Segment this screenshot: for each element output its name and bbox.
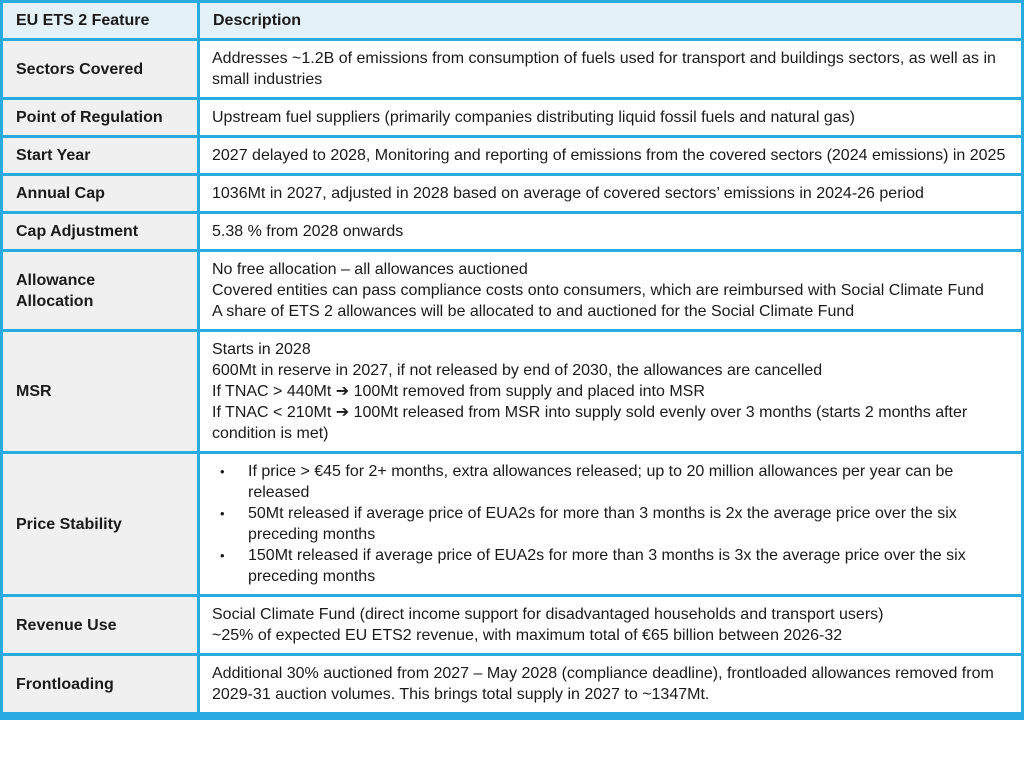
description-line: If TNAC > 440Mt ➔ 100Mt removed from supply and placed into MSR: [212, 383, 705, 400]
description-cell: [199, 655, 1023, 717]
description-cell: [199, 40, 1023, 99]
feature-cell: Allowance Allocation: [2, 251, 199, 331]
header-row: [2, 2, 1023, 40]
description-line: 5.38 % from 2028 onwards: [212, 223, 404, 240]
bullet-text: If price > €45 for 2+ months, extra allowances released; up to 20 million allowances per year can be released: [248, 463, 954, 501]
table-row: [2, 251, 1023, 331]
header-cell-description: Description: [199, 2, 1023, 40]
bullet-text: 150Mt released if average price of EUA2s for more than 3 months is 3x the average price over the six preceding months: [248, 547, 966, 585]
table-row: [2, 137, 1023, 175]
header-cell-feature: EU ETS 2 Feature: [2, 2, 199, 40]
feature-cell: MSR: [2, 331, 199, 453]
feature-cell: Start Year: [2, 137, 199, 175]
description-cell: [199, 251, 1023, 331]
description-line: 1036Mt in 2027, adjusted in 2028 based on average of covered sectors’ emissions in 2024-26 period: [212, 185, 924, 202]
description-line: 600Mt in reserve in 2027, if not released by end of 2030, the allowances are cancelled: [212, 362, 823, 379]
description-line: No free allocation – all allowances auctioned: [212, 261, 528, 278]
description-line: 2027 delayed to 2028, Monitoring and reporting of emissions from the covered sectors (2024 emissions) in 2025: [212, 147, 1006, 164]
feature-cell: Frontloading: [2, 655, 199, 717]
table-row: [2, 99, 1023, 137]
table-row: [2, 213, 1023, 251]
description-cell: [199, 99, 1023, 137]
bullet-line: [212, 545, 1007, 587]
description-line: ~25% of expected EU ETS2 revenue, with maximum total of €65 billion between 2026-32: [212, 627, 843, 644]
description-line: Covered entities can pass compliance costs onto consumers, which are reimbursed with Social Climate Fund: [212, 282, 984, 299]
description-cell: [199, 596, 1023, 655]
description-cell: [199, 331, 1023, 453]
description-line: Addresses ~1.2B of emissions from consumption of fuels used for transport and buildings sectors, as well as in small industries: [212, 50, 996, 88]
bullet-icon: •: [220, 506, 225, 521]
bullet-line: [212, 503, 1007, 545]
table-row: [2, 40, 1023, 99]
feature-cell: Cap Adjustment: [2, 213, 199, 251]
description-cell: [199, 213, 1023, 251]
feature-cell: Annual Cap: [2, 175, 199, 213]
table-row: [2, 175, 1023, 213]
description-line: Additional 30% auctioned from 2027 – May 2028 (compliance deadline), frontloaded allowances removed from 2029-31 auction volumes. This brings total supply in 2027 to ~1347Mt.: [212, 665, 994, 703]
table-row: [2, 331, 1023, 453]
table-row: [2, 655, 1023, 717]
feature-cell: Revenue Use: [2, 596, 199, 655]
description-line: Starts in 2028: [212, 341, 311, 358]
description-cell: [199, 175, 1023, 213]
feature-cell: Price Stability: [2, 453, 199, 596]
table-header: [2, 2, 1023, 40]
bullet-icon: •: [220, 548, 225, 563]
feature-cell: Point of Regulation: [2, 99, 199, 137]
table-row: [2, 596, 1023, 655]
table-body: [2, 40, 1023, 717]
description-line: Social Climate Fund (direct income support for disadvantaged households and transport users): [212, 606, 884, 623]
feature-cell: Sectors Covered: [2, 40, 199, 99]
bullet-icon: •: [220, 464, 225, 479]
table-row: [2, 453, 1023, 596]
description-line: A share of ETS 2 allowances will be allocated to and auctioned for the Social Climate Fund: [212, 303, 855, 320]
bullet-text: 50Mt released if average price of EUA2s for more than 3 months is 2x the average price over the six preceding months: [248, 505, 957, 543]
description-line: If TNAC < 210Mt ➔ 100Mt released from MSR into supply sold evenly over 3 months (starts 2 months after condition is met): [212, 404, 968, 442]
bullet-line: [212, 461, 1007, 503]
description-cell: [199, 137, 1023, 175]
description-cell: [199, 453, 1023, 596]
description-line: Upstream fuel suppliers (primarily companies distributing liquid fossil fuels and natural gas): [212, 109, 855, 126]
